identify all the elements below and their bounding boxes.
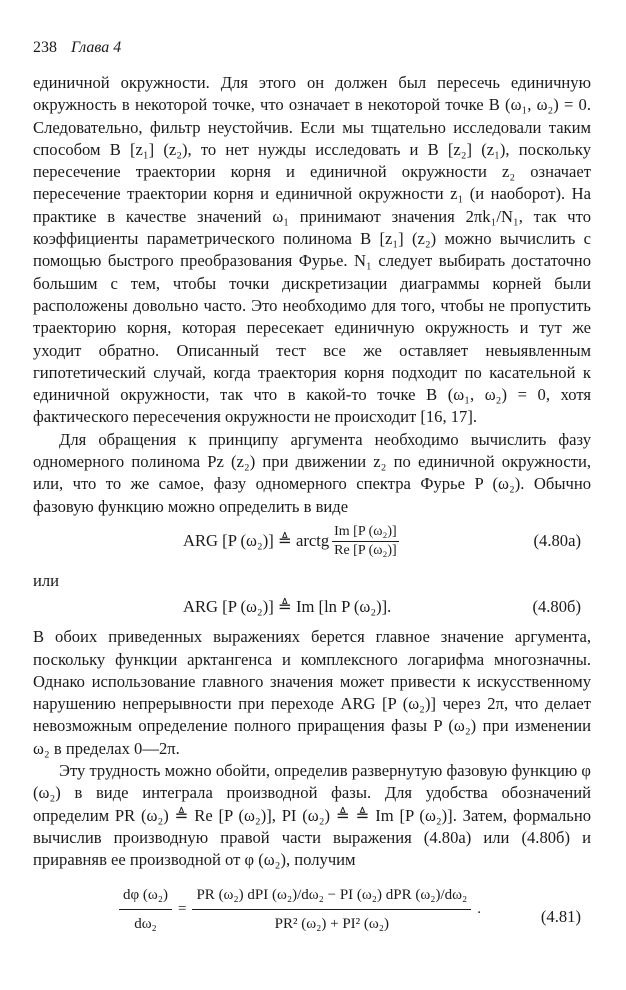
equation-480b: [33, 592, 591, 626]
equation-481-formula: [113, 884, 481, 936]
equation-481-rhs-numerator: PR (ω₂) dPI (ω₂)/dω₂ − PI (ω₂) dPR (ω₂)/dω₂: [192, 884, 471, 910]
paragraph-or: или: [33, 570, 60, 590]
equation-480a-lhs: ARG [P (ω₂)] ≜ arctg: [183, 531, 330, 551]
equation-481-lhs-denominator: dω₂: [134, 915, 157, 932]
paragraph-2: Для обращения к принципу аргумента необходимо вычислить фазу одномерного полинома Pz (z₂) при движении z₂ по единичной окружности, или, что то же самое, фазу одномерного спектра Фурье P (ω₂). Обычно фазовую функцию можно определить в виде: [33, 429, 591, 516]
equation-481-number: (4.81): [540, 906, 581, 926]
equation-481-lhs: [119, 884, 172, 936]
equation-481-period: .: [477, 901, 481, 918]
page-header: [33, 38, 121, 58]
paragraph-3: В обоих приведенных выражениях берется главное значение аргумента, поскольку функции арктангенса и комплексного логарифма многозначны. Однако использование главного значения может привести к искусственному нарушению непрерывности при переходе ARG [P (ω₂)] через 2π, что делает невозможным определение полного приращения фазы P (ω₂) при изменении ω₂ в пределах 0—2π.: [33, 627, 591, 758]
equals-sign: =: [178, 901, 187, 918]
equation-481-rhs: [192, 884, 471, 936]
equation-480a-fraction: [332, 524, 399, 559]
equation-480a-formula: [183, 524, 402, 559]
equation-480b-formula: ARG [P (ω₂)] ≜ Im [ln P (ω₂)].: [183, 597, 392, 617]
equation-480a-denominator: Re [P (ω₂)]: [334, 542, 397, 558]
equation-480a-number: (4.80a): [533, 530, 581, 550]
equation-480b-number: (4.80б): [532, 597, 581, 617]
page-number: 238: [33, 39, 57, 56]
paragraph-4: Эту трудность можно обойти, определив развернутую фазовую функцию φ (ω₂) в виде интеграла производной фазы. Для удобства обозначений определим PR (ω₂) ≜ Re [P (ω₂)], PI (ω₂) ≜ ≜ Im [P (ω₂)]. Затем, формально вычислив производную правой части выражения (4.80а) или (4.80б) и приравняв ее производной от φ (ω₂), получим: [33, 761, 591, 870]
equation-481: [33, 880, 591, 960]
equation-481-rhs-denominator: PR² (ω₂) + PI² (ω₂): [274, 915, 389, 932]
equation-480a: [33, 518, 591, 570]
paragraph-1: единичной окружности. Для этого он должен был пересечь единичную окружность в некоторой точке, что означает в некоторой точке B (ω₁, ω₂) = 0. Следовательно, фильтр неустойчив. Если мы тщательно исследовали таким способом B [z₁] (z₂), то нет нужды исследовать и B [z₂] (z₁), поскольку пересечение траектории корня и единичной окружности z₂ означает пересечение траектории корня и единичной окружности z₁ (и наоборот). На практике в качестве значений ω₁ принимают значения 2πk₁/N₁, так что коэффициенты параметрического полинома B [z₁] (z₂) можно вычислить с помощью быстрого преобразования Фурье. N₁ следует выбирать достаточно большим с тем, чтобы точки дискретизации диаграммы корней были расположены довольно часто. Это необходимо для того, чтобы не пропустить траекторию корня, которая пересекает единичную окружность и тут же уходит обратно. Описанный тест все же оставляет невыявленным гипотетический случай, когда траектория корня подходит по касательной к единичной окружности, так что в какой-то точке B (ω₁, ω₂) = 0, хотя фактического пересечения окружности не происходит [16, 17].: [33, 73, 591, 427]
chapter-title: Глава 4: [71, 39, 122, 56]
body-text: [33, 72, 591, 960]
equation-481-lhs-numerator: dφ (ω₂): [119, 884, 172, 910]
equation-480a-numerator: Im [P (ω₂)]: [332, 524, 399, 542]
